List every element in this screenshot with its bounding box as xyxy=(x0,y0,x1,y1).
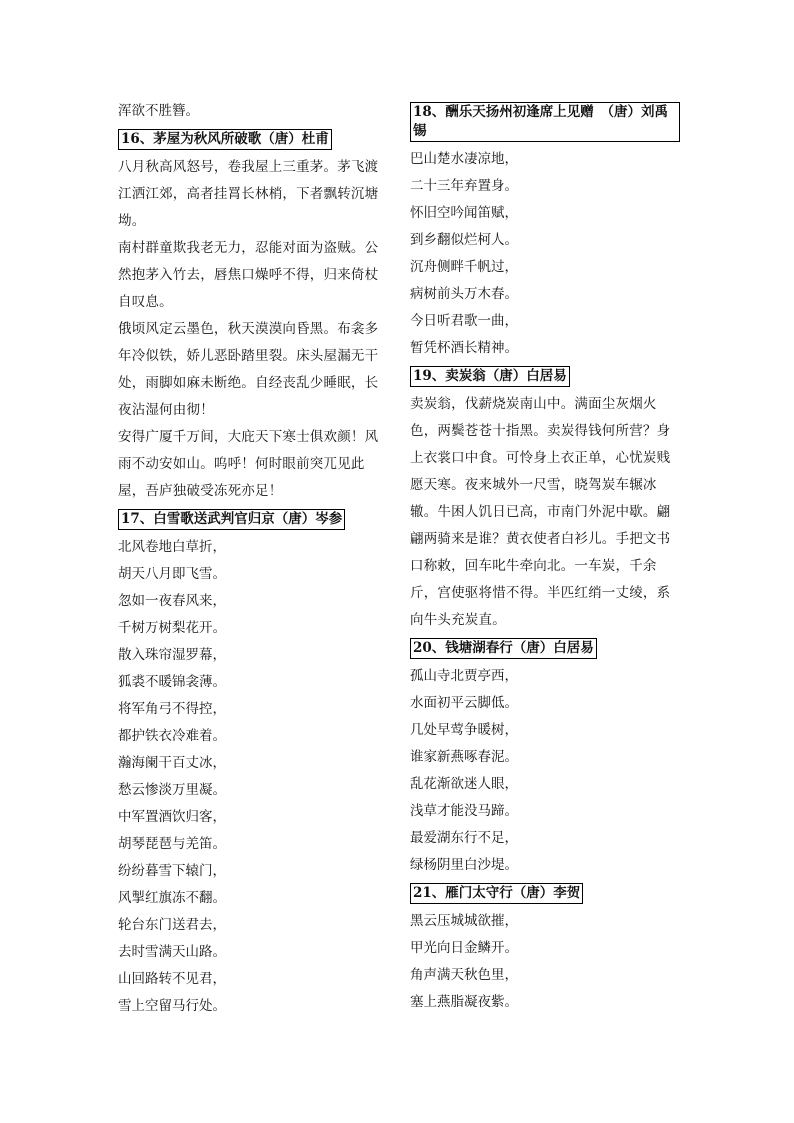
poem-line: 都护铁衣冷难着。 xyxy=(118,728,226,744)
poem-line: 角声满天秋色里， xyxy=(410,967,518,983)
poem-line: 孤山寺北贾亭西， xyxy=(410,668,518,684)
poem-line: 浅草才能没马蹄。 xyxy=(410,803,518,819)
poem-21-body xyxy=(410,908,682,1016)
poem-19-paragraph: 卖炭翁，伐薪烧炭南山中。满面尘灰烟火色，两鬓苍苍十指黑。卖炭得钱何所营？身上衣裳口中食。可怜身上衣正单，心忧炭贱愿天寒。夜来城外一尺雪，晓驾炭车辗冰辙。牛困人饥日已高，市南门外泥中歇。翩翩两骑来是谁？黄衣使者白衫儿。手把文书口称敕，回车叱牛牵向北。一车炭，千余斤，宫使驱将惜不得。半匹红绡一丈绫，系向牛头充炭直。 xyxy=(410,396,671,628)
poem-line: 病树前头万木春。 xyxy=(410,286,518,302)
poem-line: 谁家新燕啄春泥。 xyxy=(410,749,518,765)
poem-line: 二十三年弃置身。 xyxy=(410,178,518,194)
poem-line: 甲光向日金鳞开。 xyxy=(410,940,518,956)
poem-16-paragraph: 安得广厦千万间，大庇天下寒士俱欢颜！风雨不动安如山。呜呼！何时眼前突兀见此屋，吾庐独破受冻死亦足！ xyxy=(118,429,379,499)
poem-line: 千树万树梨花开。 xyxy=(118,620,226,636)
poem-line: 到乡翻似烂柯人。 xyxy=(410,232,518,248)
poem-title-20: 20、钱塘湖春行（唐）白居易 xyxy=(410,638,597,659)
poem-line: 胡琴琵琶与羌笛。 xyxy=(118,836,226,852)
poem-line: 狐裘不暖锦衾薄。 xyxy=(118,674,226,690)
poem-line: 雪上空留马行处。 xyxy=(118,998,226,1014)
poem-16-paragraph: 南村群童欺我老无力，忍能对面为盗贼。公然抱茅入竹去，唇焦口燥呼不得，归来倚杖自叹息。 xyxy=(118,240,379,310)
poem-line: 绿杨阴里白沙堤。 xyxy=(410,857,518,873)
poem-line: 纷纷暮雪下辕门， xyxy=(118,863,226,879)
poem-title-17: 17、白雪歌送武判官归京（唐）岑参 xyxy=(118,509,345,530)
poem-17-body xyxy=(118,534,390,1020)
poem-line: 沉舟侧畔千帆过， xyxy=(410,259,518,275)
poem-line: 将军角弓不得控， xyxy=(118,701,226,717)
poem-line: 塞上燕脂凝夜紫。 xyxy=(410,994,518,1010)
poem-line: 黑云压城城欲摧， xyxy=(410,913,518,929)
poem-16-body xyxy=(118,154,390,505)
right-column xyxy=(410,98,682,1016)
poem-18-body xyxy=(410,146,682,362)
poem-title-18: 18、酬乐天扬州初逢席上见赠 （唐）刘禹锡 xyxy=(410,102,680,142)
poem-title-21: 21、雁门太守行（唐）李贺 xyxy=(410,883,583,904)
poem-line: 忽如一夜春风来， xyxy=(118,593,226,609)
poem-line: 暂凭杯酒长精神。 xyxy=(410,340,518,356)
poem-line: 山回路转不见君， xyxy=(118,971,226,987)
poem-line: 轮台东门送君去， xyxy=(118,917,226,933)
poem-line: 乱花渐欲迷人眼， xyxy=(410,776,518,792)
poem-16-paragraph: 俄顷风定云墨色，秋天漠漠向昏黑。布衾多年冷似铁，娇儿恶卧踏里裂。床头屋漏无干处，雨脚如麻未断绝。自经丧乱少睡眠，长夜沾湿何由彻！ xyxy=(118,321,379,418)
poem-line: 中军置酒饮归客， xyxy=(118,809,226,825)
poem-line: 去时雪满天山路。 xyxy=(118,944,226,960)
intro-line: 浑欲不胜簪。 xyxy=(118,103,199,119)
poem-19-body xyxy=(410,391,682,634)
poem-line: 北风卷地白草折， xyxy=(118,539,226,555)
poem-line: 几处早莺争暖树， xyxy=(410,722,518,738)
poem-line: 胡天八月即飞雪。 xyxy=(118,566,226,582)
poem-20-body xyxy=(410,663,682,879)
poem-line: 最爱湖东行不足， xyxy=(410,830,518,846)
poem-title-19: 19、卖炭翁（唐）白居易 xyxy=(410,366,570,387)
poem-line: 愁云惨淡万里凝。 xyxy=(118,782,226,798)
poem-line: 水面初平云脚低。 xyxy=(410,695,518,711)
poem-line: 风掣红旗冻不翻。 xyxy=(118,890,226,906)
left-column xyxy=(118,98,390,1020)
poem-title-16: 16、茅屋为秋风所破歌（唐）杜甫 xyxy=(118,129,332,150)
poem-16-paragraph: 八月秋高风怒号，卷我屋上三重茅。茅飞渡江洒江郊，高者挂罥长林梢，下者飘转沉塘坳。 xyxy=(118,159,379,229)
poem-line: 巴山楚水凄凉地， xyxy=(410,151,518,167)
poem-line: 今日听君歌一曲， xyxy=(410,313,518,329)
poem-line: 瀚海阑干百丈冰， xyxy=(118,755,226,771)
poem-line: 散入珠帘湿罗幕， xyxy=(118,647,226,663)
poem-line: 怀旧空吟闻笛赋， xyxy=(410,205,518,221)
